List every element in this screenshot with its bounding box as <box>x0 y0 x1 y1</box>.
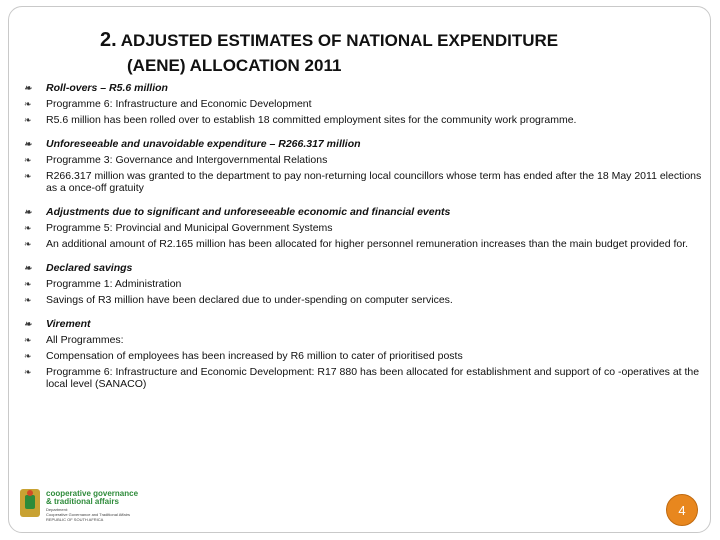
item-text: R266.317 million was granted to the department to pay non-returning local councillors whose term has ended after the 18 May 2011 elections as a once-off gratuity <box>46 170 702 194</box>
list-item <box>24 238 704 250</box>
section-rollovers <box>24 82 704 126</box>
item-text: Programme 3: Governance and Intergovernmental Relations <box>46 154 328 166</box>
item-text: Programme 6: Infrastructure and Economic Development <box>46 98 312 110</box>
item-text: Programme 6: Infrastructure and Economic Development: R17 880 has been allocated for establishment and support of co -operatives at the local level (SANACO) <box>46 366 700 390</box>
leaf-bullet-icon: ❧ <box>24 351 32 361</box>
item-text: Savings of R3 million have been declared due to under-spending on computer services. <box>46 294 453 306</box>
coat-of-arms-icon <box>20 487 160 525</box>
leaf-bullet-icon: ❧ <box>24 115 32 125</box>
section-virement <box>24 318 704 390</box>
leaf-bullet-icon: ❧ <box>24 335 32 345</box>
list-item <box>24 366 704 390</box>
list-item <box>24 334 704 346</box>
list-item <box>24 278 704 290</box>
leaf-bullet-icon: ❧ <box>24 139 32 149</box>
page-number-badge: 4 <box>666 494 698 526</box>
leaf-bullet-icon: ❧ <box>24 367 32 377</box>
leaf-bullet-icon: ❧ <box>24 207 32 217</box>
item-text: An additional amount of R2.165 million has been allocated for higher personnel remuneration increases than the main budget provided for. <box>46 238 689 250</box>
leaf-bullet-icon: ❧ <box>24 279 32 289</box>
logo-dept-line: Cooperative Governance and Traditional Affairs <box>46 512 130 517</box>
title-line-1: ADJUSTED ESTIMATES OF NATIONAL EXPENDITURE <box>120 31 559 50</box>
section-heading: Virement <box>46 318 91 330</box>
logo-line-2: & traditional affairs <box>46 497 119 506</box>
item-text: R5.6 million has been rolled over to establish 18 committed employment sites for the community work programme. <box>46 114 577 126</box>
leaf-bullet-icon: ❧ <box>24 99 32 109</box>
list-item <box>24 206 704 218</box>
list-item <box>24 170 704 194</box>
section-adjustments <box>24 206 704 250</box>
list-item <box>24 294 704 306</box>
leaf-bullet-icon: ❧ <box>24 83 32 93</box>
logo-line-1: cooperative governance <box>46 489 139 498</box>
list-item <box>24 98 704 110</box>
list-item <box>24 114 704 126</box>
content-list <box>24 82 704 402</box>
list-item <box>24 154 704 166</box>
item-text: Programme 1: Administration <box>46 278 182 290</box>
logo-country: REPUBLIC OF SOUTH AFRICA <box>46 517 104 522</box>
section-heading: Unforeseeable and unavoidable expenditure – R266.317 million <box>46 138 361 150</box>
title-number: 2. <box>100 29 117 51</box>
department-logo <box>20 487 160 525</box>
leaf-bullet-icon: ❧ <box>24 239 32 249</box>
list-item <box>24 318 704 330</box>
title-line-2: (AENE) ALLOCATION 2011 <box>127 56 342 75</box>
list-item <box>24 82 704 94</box>
list-item <box>24 138 704 150</box>
list-item <box>24 222 704 234</box>
section-declared-savings <box>24 262 704 306</box>
leaf-bullet-icon: ❧ <box>24 295 32 305</box>
item-text: Compensation of employees has been increased by R6 million to cater of prioritised posts <box>46 350 463 362</box>
section-unforeseeable <box>24 138 704 194</box>
item-text: All Programmes: <box>46 334 124 346</box>
leaf-bullet-icon: ❧ <box>24 171 32 181</box>
slide-title <box>100 28 700 78</box>
list-item <box>24 350 704 362</box>
item-text: Programme 5: Provincial and Municipal Government Systems <box>46 222 333 234</box>
leaf-bullet-icon: ❧ <box>24 319 32 329</box>
list-item <box>24 262 704 274</box>
logo-dept: Department: <box>46 507 69 512</box>
leaf-bullet-icon: ❧ <box>24 263 32 273</box>
section-heading: Declared savings <box>46 262 133 274</box>
leaf-bullet-icon: ❧ <box>24 155 32 165</box>
leaf-bullet-icon: ❧ <box>24 223 32 233</box>
section-heading: Roll-overs – R5.6 million <box>46 82 168 94</box>
section-heading: Adjustments due to significant and unforeseeable economic and financial events <box>46 206 451 218</box>
